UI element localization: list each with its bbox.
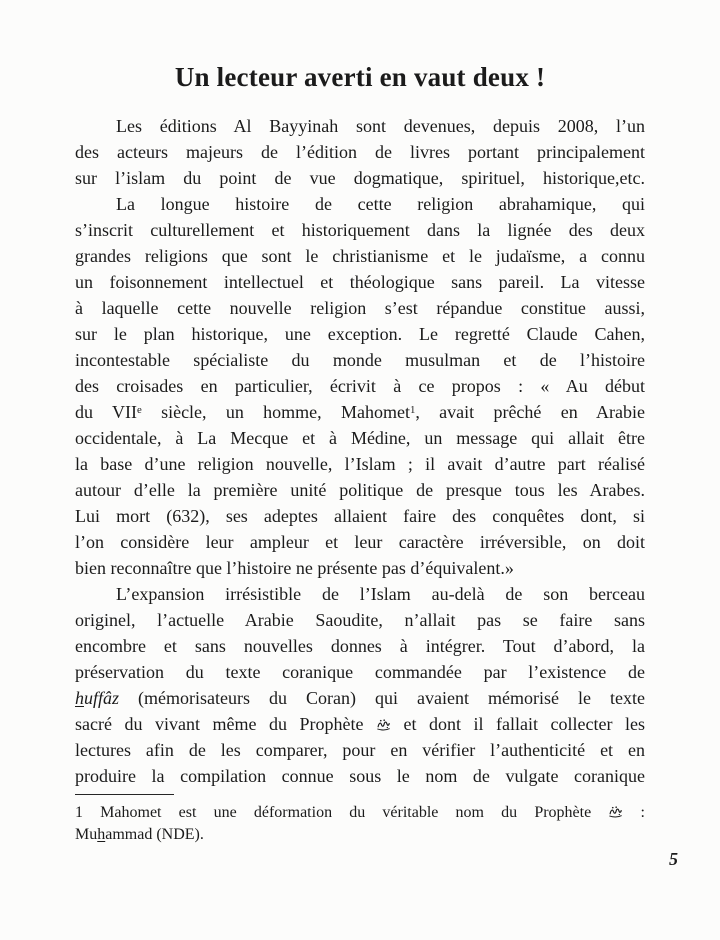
text-segment: , avait prêché en Arabie <box>415 402 645 422</box>
footnote-separator <box>75 794 174 795</box>
page-number: 5 <box>669 849 678 869</box>
text-line <box>75 659 645 685</box>
text-line <box>75 165 645 191</box>
text-segment: h <box>75 688 84 708</box>
text-segment: ammad (NDE). <box>105 826 204 843</box>
text-line <box>75 113 645 139</box>
text-line <box>75 633 645 659</box>
text-line <box>75 581 645 607</box>
text-segment: sur l’islam du point de vue dogmatique, spirituel, historique,etc. <box>75 168 645 188</box>
saws-calligraphy-icon <box>608 805 623 818</box>
text-segment: la base d’une religion nouvelle, l’Islam ; il avait d’autre part réalisé <box>75 454 645 474</box>
paragraph <box>75 581 645 789</box>
paragraph <box>75 113 645 191</box>
text-segment: l’on considère leur ampleur et leur caractère irréversible, on doit <box>75 532 645 552</box>
text-line <box>75 399 645 425</box>
text-line <box>75 295 645 321</box>
body-text <box>75 113 645 789</box>
text-segment: lectures afin de les comparer, pour en vérifier l’authenticité et en <box>75 740 645 760</box>
text-segment: h <box>97 826 106 843</box>
text-line <box>75 607 645 633</box>
text-line <box>75 373 645 399</box>
text-segment: du VII <box>75 402 137 422</box>
text-line <box>75 347 645 373</box>
text-segment: autour d’elle la première unité politique de presque tous les Arabes. <box>75 480 645 500</box>
chapter-title: Un lecteur averti en vaut deux ! <box>174 62 546 92</box>
text-segment: L’expansion irrésistible de l’Islam au-delà de son berceau <box>116 584 645 604</box>
text-segment: occidentale, à La Mecque et à Médine, un message qui allait être <box>75 428 645 448</box>
text-segment: uffâz <box>84 688 120 708</box>
text-segment: et dont il fallait collecter les <box>391 714 645 734</box>
text-segment: incontestable spécialiste du monde musulman et de l’histoire <box>75 350 645 370</box>
text-line <box>75 191 645 217</box>
text-segment: des croisades en particulier, écrivit à ce propos : « Au début <box>75 376 645 396</box>
text-segment: siècle, un homme, Mahomet <box>141 402 410 422</box>
text-segment: encombre et sans nouvelles donnes à intégrer. Tout d’abord, la <box>75 636 645 656</box>
text-line <box>75 217 645 243</box>
text-line <box>75 269 645 295</box>
text-line <box>75 243 645 269</box>
paragraph <box>75 191 645 581</box>
text-segment: s’inscrit culturellement et historiquement dans la lignée des deux <box>75 220 645 240</box>
text-segment: La longue histoire de cette religion abrahamique, qui <box>116 194 645 214</box>
text-segment: Les éditions Al Bayyinah sont devenues, depuis 2008, l’un <box>116 116 645 136</box>
text-segment: un foisonnement intellectuel et théologique sans pareil. La vitesse <box>75 272 645 292</box>
text-segment: bien reconnaître que l’histoire ne présente pas d’équivalent.» <box>75 558 514 578</box>
text-line <box>75 763 645 789</box>
text-segment: 1 <box>409 403 416 416</box>
text-segment: Lui mort (632), ses adeptes allaient faire des conquêtes dont, si <box>75 506 645 526</box>
text-line <box>75 529 645 555</box>
text-line <box>75 425 645 451</box>
text-line <box>75 711 645 737</box>
text-line <box>75 321 645 347</box>
text-segment: e <box>136 403 142 416</box>
text-segment: sacré du vivant même du Prophète <box>75 714 376 734</box>
text-segment: grandes religions que sont le christianisme et le judaïsme, a connu <box>75 246 645 266</box>
text-segment: des acteurs majeurs de l’édition de livres portant principalement <box>75 142 645 162</box>
text-line <box>75 555 645 581</box>
text-segment: (mémorisateurs du Coran) qui avaient mémorisé le texte <box>119 688 645 708</box>
text-segment: à laquelle cette nouvelle religion s’est répandue constitue aussi, <box>75 298 645 318</box>
text-segment: préservation du texte coranique commandée par l’existence de <box>75 662 645 682</box>
text-line <box>75 802 645 824</box>
text-line <box>75 139 645 165</box>
text-line <box>75 737 645 763</box>
text-line <box>75 685 645 711</box>
text-segment: Mu <box>75 826 98 843</box>
text-segment: 1 Mahomet est une déformation du véritable nom du Prophète <box>75 804 609 821</box>
footnote-text <box>75 802 645 846</box>
saws-calligraphy-icon <box>376 718 391 731</box>
text-segment: : <box>623 804 645 821</box>
text-segment: produire la compilation connue sous le nom de vulgate coranique <box>75 766 645 786</box>
text-line <box>75 824 645 846</box>
text-line <box>75 503 645 529</box>
text-segment: originel, l’actuelle Arabie Saoudite, n’allait pas se faire sans <box>75 610 645 630</box>
text-segment: sur le plan historique, une exception. Le regretté Claude Cahen, <box>75 324 645 344</box>
text-line <box>75 477 645 503</box>
text-line <box>75 451 645 477</box>
